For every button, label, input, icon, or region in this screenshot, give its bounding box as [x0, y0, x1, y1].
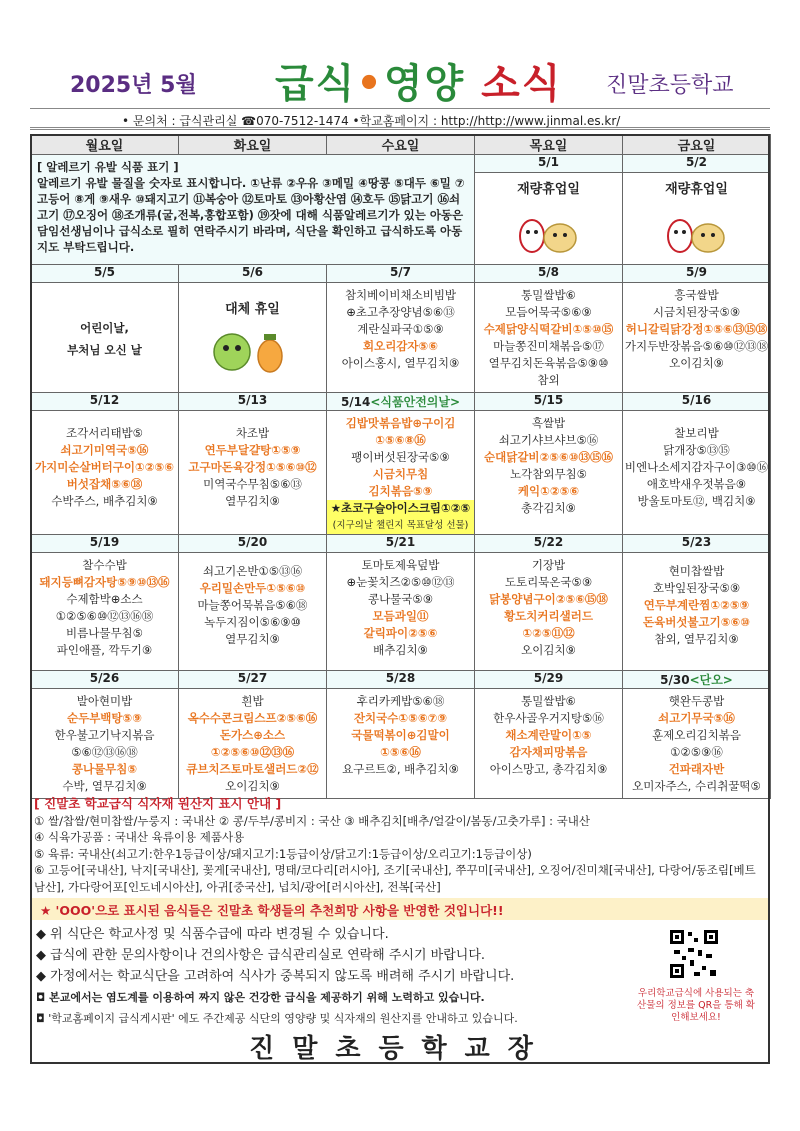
qr-caption: 우리학교급식에 사용되는 축산물의 정보를 QR을 통해 확인해보세요!	[637, 988, 755, 1023]
menu-item: 참외, 열무김치⑨	[654, 632, 739, 646]
weekday-wed: 수요일	[327, 135, 475, 155]
menu-item: 수제닭양식떡갈비①⑤⑩⑮	[483, 322, 614, 336]
year-month: 2025년 5월	[70, 73, 197, 98]
menu-item: 현미찹쌀밥	[668, 564, 725, 578]
menu-item: 연두부달걀탕①⑤⑨	[204, 443, 301, 457]
menu-item: 가지미순살버터구이①②⑤⑥	[35, 460, 174, 474]
holiday-label: 대체 휴일	[225, 302, 280, 317]
date-cell: 5/2	[623, 155, 771, 173]
date-cell: 5/13	[179, 393, 327, 411]
date-cell: 5/20	[179, 535, 327, 553]
menu-item: 통밀쌀밥⑥	[521, 288, 576, 302]
menu-item: 모듬어묵국⑤⑥⑨	[505, 305, 592, 319]
menu-item: 흰밥	[241, 694, 264, 708]
menu-item: 쇠고기미역국⑤⑯	[60, 443, 149, 457]
menu-item: 한우불고기낙지볶음	[54, 728, 155, 742]
menu-item: 후리카케밥⑤⑥⑱	[356, 694, 445, 708]
menu-item: 감자채피망볶음	[509, 745, 588, 759]
notes	[36, 924, 636, 1029]
menu-item: 고구마돈육강정①⑤⑥⑩⑫	[188, 460, 317, 474]
page-title	[275, 52, 562, 109]
menu-item: 오이김치⑨	[669, 356, 724, 370]
menu-item: 열무김치⑨	[225, 494, 280, 508]
note-line: ◆ 위 식단은 학교사정 및 식품수급에 따라 변경될 수 있습니다.	[36, 927, 389, 942]
menu-item: 황도치커리샐러드	[504, 609, 593, 623]
menu-item: 옥수수콘크림스프②⑤⑥⑯	[187, 711, 318, 725]
menu-item: 오이김치⑨	[521, 643, 576, 657]
menu-item: ①②⑤⑥⑩⑫⑬⑯	[210, 745, 295, 759]
date-cell: 5/8	[475, 265, 623, 283]
menu-item: 차조밥	[235, 426, 270, 440]
date-cell: 5/6	[179, 265, 327, 283]
menu-item: 계란실파국①⑤⑨	[357, 322, 444, 336]
origin-line: ① 쌀/찹쌀/현미찹쌀/누룽지 : 국내산 ② 콩/두부/콩비지 : 국산 ③ 배추김치[배추/얼갈이/봄동/고춧가루] : 국내산	[34, 813, 590, 828]
menu-item: 미역국수무침⑤⑥⑬	[203, 477, 302, 491]
date-label: 5/14	[340, 395, 371, 409]
origin-notice	[34, 796, 766, 896]
date-cell: 5/15	[475, 393, 623, 411]
menu-item: 비름나물무침⑤	[66, 626, 143, 640]
menu-item: 훈제오리김치볶음	[652, 728, 741, 742]
menu-item: 발아현미밥	[76, 694, 133, 708]
allergy-title: [ 알레르기 유발 식품 표기 ]	[37, 160, 179, 174]
menu-item: 갈릭파이②⑤⑥	[363, 626, 438, 640]
menu-item: 찰수수밥	[82, 558, 127, 572]
menu-item: ①②⑤⑪⑫	[522, 626, 575, 640]
recommendation-banner: ★ 'OOO'으로 표시된 음식들은 진말초 학생들의 추천희망 사항을 반영한 것입니다!!	[32, 898, 768, 920]
menu-item: 허니갈릭닭강정①⑤⑥⑬⑮⑱	[625, 322, 768, 336]
closed-day-label: 재량휴업일	[517, 182, 580, 197]
menu-item: 토마토제육덮밥	[361, 558, 440, 572]
menu-item: 쇠고기온반①⑤⑬⑯	[202, 564, 303, 578]
header	[30, 50, 770, 110]
menu-item: 조각서리태밥⑤	[66, 426, 143, 440]
menu-item: ①②⑤⑨⑯	[670, 745, 723, 759]
date-label: 5/30	[660, 673, 690, 687]
qr-code-icon[interactable]	[668, 928, 720, 980]
holiday-label: 어린이날,	[80, 321, 129, 335]
date-cell: 5/12	[31, 393, 179, 411]
menu-item: 팽이버섯된장국⑤⑨	[351, 450, 450, 464]
menu-item: 아이스홍시, 열무김치⑨	[341, 356, 460, 370]
menu-item: 시금치무침	[372, 467, 429, 481]
date-cell: 5/7	[327, 265, 475, 283]
menu-item: ⊕초고추장양념⑤⑥⑬	[346, 305, 455, 319]
menu-item: 요구르트②, 배추김치⑨	[342, 762, 459, 776]
date-cell: 5/1	[475, 155, 623, 173]
menu-item: 흥국쌀밥	[674, 288, 719, 302]
weekday-tue: 화요일	[179, 135, 327, 155]
weekday-thu: 목요일	[475, 135, 623, 155]
holiday-label: 부처님 오신 날	[67, 343, 142, 357]
menu-item: 모듬과일⑪	[372, 609, 429, 623]
menu-item: 열무김치⑨	[225, 632, 280, 646]
menu-item: 오미자주스, 수리취꿀떡⑤	[632, 779, 761, 793]
menu-item: ⑤⑥⑫⑬⑯⑱	[71, 745, 138, 759]
note-line: ◆ 가정에서는 학교식단을 고려하여 식사가 중복되지 않도록 배려해 주시기 바랍니다.	[36, 969, 515, 984]
date-cell: 5/19	[31, 535, 179, 553]
origin-line: ⑤ 육류: 국내산(쇠고기:한우1등급이상/돼지고기:1등급이상/닭고기:1등급이상/오리고기:1등급이상)	[34, 846, 532, 861]
weekday-mon: 월요일	[31, 135, 179, 155]
menu-item: 쇠고기무국⑤⑯	[658, 711, 735, 725]
menu-item: ★초코구슬아이스크림①②⑤	[327, 500, 474, 517]
title-dot: •	[356, 61, 384, 107]
menu-item: 비엔나소세지감자구이③⑩⑯	[624, 460, 769, 474]
menu-item: 채소계란말이①⑤	[505, 728, 592, 742]
school-name: 진말초등학교	[606, 73, 734, 98]
menu-item: 큐브치즈토마토샐러드②⑫	[186, 762, 319, 776]
origin-line: ④ 식육가공품 : 국내산 육류이용 제품사용	[34, 830, 245, 844]
menu-item: 노각참외무침⑤	[510, 467, 587, 481]
note-line: ◘ '학교홈페이지 급식게시판' 에도 주간제공 식단의 영양량 및 식자재의 원산지를 안내하고 있습니다.	[36, 1012, 518, 1025]
food-safety-day-tag: <식품안전의날>	[370, 395, 461, 409]
contact-info: • 문의처 : 급식관리실 ☎070-7512-1474 •학교홈페이지 : http://http://www.jinmal.es.kr/	[30, 108, 770, 130]
menu-item: 순두부백탕⑤⑨	[66, 711, 143, 725]
menu-item: 국물떡볶이⊕김말이	[351, 728, 450, 742]
menu-item: 수박주스, 배추김치⑨	[51, 494, 158, 508]
menu-item: 시금치된장국⑤⑨	[652, 305, 741, 319]
menu-item: 돈육버섯불고기⑤⑥⑩	[643, 615, 750, 629]
menu-item: 회오리감자⑤⑥	[362, 339, 439, 353]
menu-item: 가지두반장볶음⑤⑥⑩⑫⑬⑱	[624, 339, 769, 353]
menu-item: 수박, 열무김치⑨	[62, 779, 147, 793]
note-line: ◆ 급식에 관한 문의사항이나 건의사항은 급식관리실로 연락해 주시기 바랍니다.	[36, 948, 486, 963]
menu-item: 건파래자반	[668, 762, 725, 776]
menu-item: 마늘쫑어묵볶음⑤⑥⑱	[197, 598, 308, 612]
date-cell: 5/21	[327, 535, 475, 553]
menu-item: 잔치국수①⑤⑥⑦⑨	[353, 711, 448, 725]
menu-item: 김밥맛볶음밥⊕구이김	[345, 416, 456, 430]
menu-item: ①⑤⑥⑯	[380, 745, 421, 759]
menu-item: 찰보리밥	[674, 426, 719, 440]
menu-item: 한우사골우거지탕⑤⑯	[493, 711, 604, 725]
menu-item: 배추김치⑨	[373, 643, 428, 657]
date-cell: 5/28	[327, 671, 475, 689]
date-cell: 5/9	[623, 265, 771, 283]
date-cell: 5/26	[31, 671, 179, 689]
menu-item: 닭개장⑤⑬⑮	[663, 443, 730, 457]
menu-item: 도토리묵온국⑤⑨	[504, 575, 593, 589]
menu-item: 통밀쌀밥⑥	[521, 694, 576, 708]
menu-item: 마늘쫑진미채볶음⑤⑰	[493, 339, 604, 353]
origin-title: [ 진말초 학교급식 식자재 원산지 표시 안내 ]	[34, 796, 282, 811]
principal-signature: 진말초등학교장	[249, 1034, 551, 1064]
menu-item: 파인애플, 깍두기⑨	[56, 643, 153, 657]
menu-item: 김치볶음⑤⑨	[368, 484, 433, 498]
menu-item: 순대닭갈비②⑤⑥⑩⑬⑮⑯	[484, 450, 613, 464]
date-cell: 5/29	[475, 671, 623, 689]
title-part-3: 소식	[481, 61, 563, 107]
menu-item: ①②⑤⑥⑩⑫⑬⑯⑱	[55, 609, 154, 623]
title-part-1: 급식	[275, 61, 357, 107]
date-cell: 5/16	[623, 393, 771, 411]
menu-item: 녹두지짐이⑤⑥⑨⑩	[204, 615, 301, 629]
menu-item: 버섯잡채⑤⑥⑱	[66, 477, 143, 491]
menu-item: 애호박새우젓볶음⑨	[646, 477, 747, 491]
menu-item: 흑쌀밥	[531, 416, 566, 430]
menu-item: 닭봉양념구이②⑤⑥⑮⑱	[489, 592, 608, 606]
date-cell: 5/27	[179, 671, 327, 689]
menu-item: 콩나물국⑤⑨	[367, 592, 434, 606]
menu-item: 수제함박⊕소스	[66, 592, 143, 606]
dano-tag: <단오>	[689, 673, 733, 687]
menu-item: 햇완두콩밥	[668, 694, 725, 708]
menu-item: 방울토마토⑫, 백김치⑨	[637, 494, 756, 508]
menu-item: 연두부계란찜①②⑤⑨	[643, 598, 750, 612]
menu-item: 열무김치돈육볶음⑤⑨⑩	[488, 356, 609, 370]
menu-item: 콩나물무침⑤	[71, 762, 138, 776]
menu-item: 호박잎된장국⑤⑨	[652, 581, 741, 595]
date-cell: 5/23	[623, 535, 771, 553]
menu-item: 우리밀손만두①⑤⑥⑩	[199, 581, 306, 595]
menu-item: 참외	[537, 373, 560, 387]
title-part-2: 영양	[383, 61, 466, 107]
date-cell: 5/22	[475, 535, 623, 553]
menu-item: ①⑤⑥⑧⑯	[375, 433, 426, 447]
menu-item: 오이김치⑨	[225, 779, 280, 793]
origin-line: ⑥ 고등어[국내산], 낙지[국내산], 꽃게[국내산], 명태/코다리[러시아], 조기[국내산], 쭈꾸미[국내산], 오징어/진미채[국내산], 다랑어/동조림[베트남산], 가다랑어포[인도네시아산], 아귀[중국산], 넙치/광어[러시아산], 전복[국산]	[34, 863, 756, 894]
allergy-text: 알레르기 유발 물질을 숫자로 표시합니다. ①난류 ②우유 ③메밀 ④땅콩 ⑤대두 ⑥밀 ⑦고등어 ⑧게 ⑨새우 ⑩돼지고기 ⑪복숭아 ⑫토마토 ⑬아황산염 ⑭호두 ⑮닭고기 ⑯쇠고기 ⑰오징어 ⑱조개류(굴,전복,홍합포함) ⑲잣에 대해 식품알레르기가 있는 아동은 담임선생님이나 급식소로 필히 연락주시기 바라며, 식단을 확인하고 급식하도록 아동지도 부탁드립니다.	[37, 176, 465, 254]
closed-day-label: 재량휴업일	[665, 182, 728, 197]
menu-item: 참치베이비채소비빔밥	[344, 288, 457, 302]
menu-item: 쇠고기샤브샤브⑤⑯	[498, 433, 599, 447]
menu-note: (지구의날 챌린지 목표달성 선물)	[327, 517, 474, 534]
menu-item: 케익①②⑤⑥	[517, 484, 580, 498]
menu-item: 총각김치⑨	[521, 501, 576, 515]
menu-item: 돼지등뼈감자탕⑤⑨⑩⑬⑯	[39, 575, 170, 589]
menu-item: 아이스망고, 총각김치⑨	[489, 762, 608, 776]
note-line: ◘ 본교에서는 염도계를 이용하여 짜지 않은 건강한 급식을 제공하기 위해 노력하고 있습니다.	[36, 991, 485, 1004]
weekday-fri: 금요일	[623, 135, 771, 155]
menu-item: ⊕눈꽃치즈②⑤⑩⑫⑬	[346, 575, 455, 589]
date-cell: 5/5	[31, 265, 179, 283]
menu-item: 돈가스⊕소스	[219, 728, 286, 742]
menu-item: 기장밥	[531, 558, 566, 572]
